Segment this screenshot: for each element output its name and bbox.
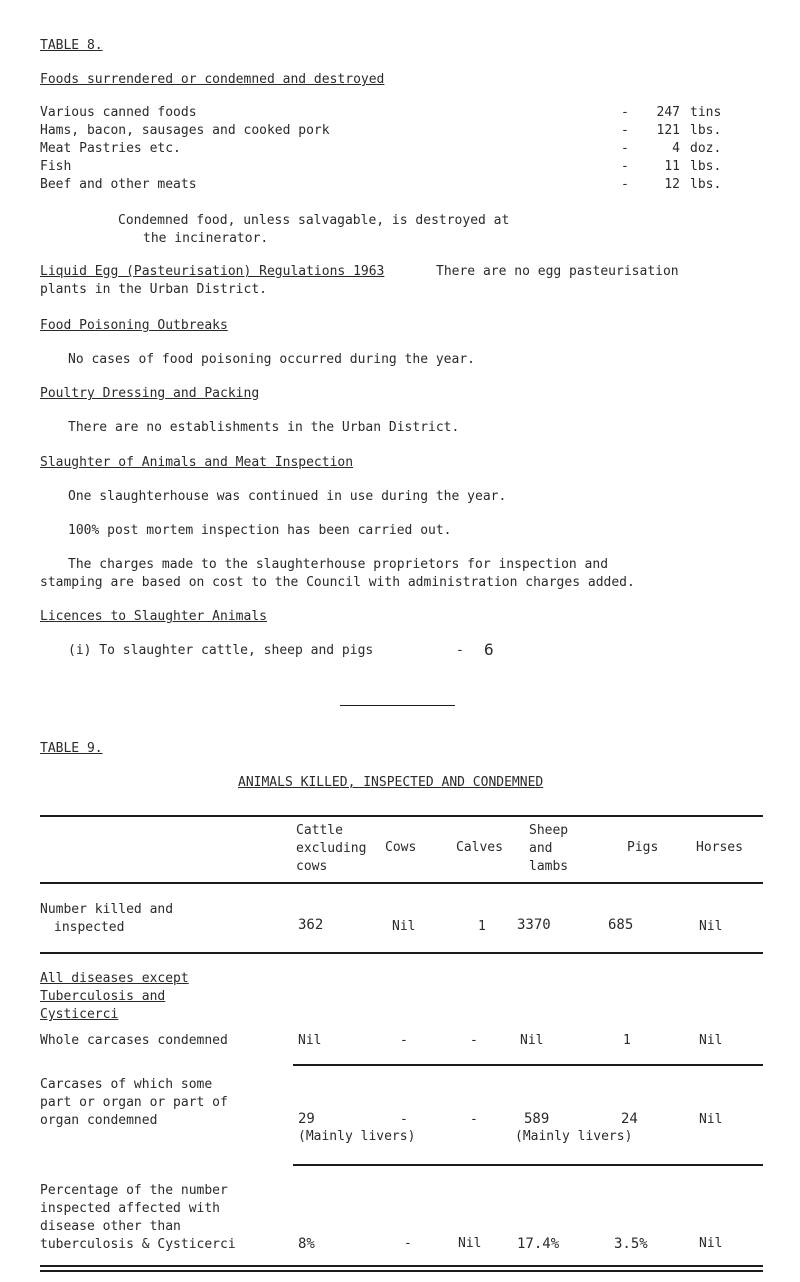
row-label-line: Carcases of which some [40,1077,213,1092]
cell-cows: Nil [392,919,416,934]
cell-sheep: 3370 [517,917,551,933]
food-dash: - [621,159,629,174]
table9-title: ANIMALS KILLED, INSPECTED AND CONDEMNED [238,775,544,790]
col-header-line: excluding [296,841,367,856]
cell-horses: Nil [699,919,723,934]
col-header-line: and [529,841,553,856]
food-name: Various canned foods [40,105,197,120]
col-header-cattle [296,822,366,876]
section-heading-line: Cysticerci [40,1007,119,1022]
foods-note-line1: Condemned food, unless salvagable, is destroyed at [118,213,510,228]
cell-calves: - [470,1112,478,1127]
row-label: Whole carcases condemned [40,1033,228,1048]
row-rule [40,952,763,954]
food-unit: lbs. [690,123,722,138]
table-top-rule [40,815,763,817]
food-qty: 11 [664,159,680,174]
cell-horses: Nil [699,1033,723,1048]
table8-label: TABLE 8. [40,38,103,53]
row-label-line: part or organ or part of [40,1095,228,1110]
food-qty: 121 [656,123,680,138]
row-label-line: inspected affected with [40,1201,221,1216]
food-unit: tins [690,105,722,120]
licences-heading: Licences to Slaughter Animals [40,609,267,624]
divider [340,705,455,706]
row-label [40,1076,228,1130]
section-heading [40,970,189,1024]
table-bottom-rule [40,1265,763,1267]
col-header-line: Cattle [296,823,343,838]
col-header-cows: Cows [385,840,417,855]
food-qty: 247 [656,105,680,120]
food-poisoning-text: No cases of food poisoning occurred during the year. [68,352,475,367]
cell-cattle: 362 [298,917,324,933]
liquid-egg-text-line1: There are no egg pasteurisation [436,264,679,279]
food-name: Fish [40,159,72,174]
licences-value: 6 [484,640,494,659]
cell-horses: Nil [699,1112,723,1127]
foods-note-line2: the incinerator. [143,231,269,246]
header-rule [40,882,763,884]
food-name: Beef and other meats [40,177,197,192]
row-label [40,901,173,937]
food-name: Hams, bacon, sausages and cooked pork [40,123,330,138]
cell-cows: - [400,1112,408,1127]
food-dash: - [621,123,629,138]
liquid-egg-text-line2: plants in the Urban District. [40,282,267,297]
cell-pigs: 3.5% [614,1236,648,1252]
row-label-line: Number killed and [40,902,174,917]
food-unit: lbs. [690,159,722,174]
food-qty: 4 [672,141,680,156]
cell-calves: Nil [458,1236,482,1251]
food-dash: - [621,141,629,156]
cell-cattle: Nil [298,1033,322,1048]
foods-heading: Foods surrendered or condemned and destroyed [40,72,385,87]
food-unit: doz. [690,141,722,156]
cell-cows: - [404,1236,412,1251]
col-header-line: lambs [529,859,569,874]
licences-dash: - [456,643,464,658]
section-heading-line: All diseases except [40,971,189,986]
cell-pigs: 24 [621,1111,638,1127]
cell-horses: Nil [699,1236,723,1251]
food-dash: - [621,105,629,120]
table9-label: TABLE 9. [40,741,103,756]
slaughter-p1: One slaughterhouse was continued in use during the year. [68,489,507,504]
food-qty: 12 [664,177,680,192]
row-label-line: organ condemned [40,1113,158,1128]
col-header-sheep [529,822,568,876]
row-label-line: Percentage of the number [40,1183,228,1198]
col-header-horses: Horses [696,840,743,855]
row-note-right: (Mainly livers) [515,1129,633,1144]
cell-cows: - [400,1033,408,1048]
liquid-egg-heading: Liquid Egg (Pasteurisation) Regulations 1963 [40,264,385,279]
table-bottom-rule [40,1270,763,1272]
slaughter-p2: 100% post mortem inspection has been carried out. [68,523,452,538]
cell-cattle: 8% [298,1236,315,1252]
cell-pigs: 685 [608,917,634,933]
licences-item: (i) To slaughter cattle, sheep and pigs [68,643,374,658]
poultry-heading: Poultry Dressing and Packing [40,386,260,401]
cell-pigs: 1 [623,1033,631,1048]
row-rule [293,1064,763,1066]
row-label-line: tuberculosis & Cysticerci [40,1237,236,1252]
food-poisoning-heading: Food Poisoning Outbreaks [40,318,228,333]
row-label-line: disease other than [40,1219,181,1234]
row-label-line: inspected [54,920,125,935]
row-label [40,1182,236,1254]
food-name: Meat Pastries etc. [40,141,181,156]
cell-sheep: 17.4% [517,1236,560,1252]
col-header-calves: Calves [456,840,503,855]
food-unit: lbs. [690,177,722,192]
cell-cattle: 29 [298,1111,315,1127]
slaughter-p3-line2: stamping are based on cost to the Council with administration charges added. [40,575,635,590]
food-dash: - [621,177,629,192]
row-rule [293,1164,763,1166]
row-note-left: (Mainly livers) [298,1129,416,1144]
cell-calves: - [470,1033,478,1048]
col-header-line: cows [296,859,328,874]
cell-sheep: Nil [520,1033,544,1048]
cell-calves: 1 [478,919,486,934]
slaughter-p3-line1: The charges made to the slaughterhouse proprietors for inspection and [68,557,609,572]
slaughter-heading: Slaughter of Animals and Meat Inspection [40,455,354,470]
poultry-text: There are no establishments in the Urban District. [68,420,460,435]
col-header-pigs: Pigs [627,840,659,855]
section-heading-line: Tuberculosis and [40,989,166,1004]
col-header-line: Sheep [529,823,569,838]
cell-sheep: 589 [524,1111,550,1127]
